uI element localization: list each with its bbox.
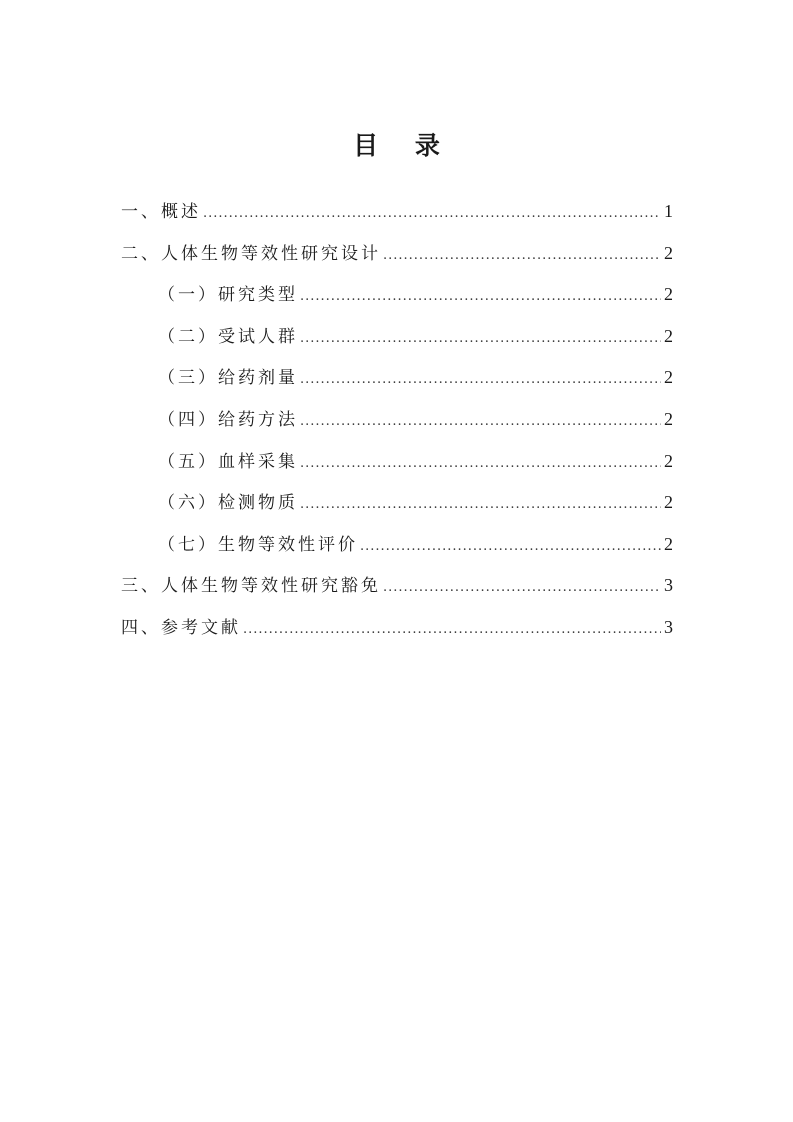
dot-leader (360, 526, 661, 568)
toc-entry-label: （六）检测物质 (158, 493, 298, 514)
toc-entry-label: （一）研究类型 (158, 285, 298, 306)
toc-entry-label: （四）给药方法 (158, 409, 298, 430)
toc-entry-study-type[interactable] (121, 274, 673, 316)
toc-entry-label: （二）受试人群 (158, 326, 298, 347)
toc-entry-page-number: 2 (664, 367, 673, 388)
dot-leader (383, 567, 661, 609)
toc-entry-references[interactable] (121, 607, 673, 649)
dot-leader (300, 484, 661, 526)
toc-entry-label: 二、人体生物等效性研究设计 (121, 243, 381, 264)
dot-leader (203, 193, 661, 235)
toc-entry-subjects[interactable] (121, 316, 673, 358)
toc-entry-be-evaluation[interactable] (121, 524, 673, 566)
dot-leader (300, 276, 661, 318)
toc-entry-page-number: 2 (664, 242, 673, 263)
toc-entry-page-number: 2 (664, 284, 673, 305)
dot-leader (300, 401, 661, 443)
toc-entry-page-number: 2 (664, 408, 673, 429)
toc-entry-label: 一、概述 (121, 202, 201, 222)
toc-entry-page-number: 1 (664, 201, 673, 221)
toc-entry-page-number: 3 (664, 616, 673, 637)
toc-entry-waiver[interactable] (121, 565, 673, 607)
dot-leader (300, 443, 661, 485)
toc-entry-page-number: 2 (664, 450, 673, 471)
toc-entry-page-number: 2 (664, 325, 673, 346)
toc-entry-label: （三）给药剂量 (158, 368, 298, 389)
toc-entry-page-number: 2 (664, 533, 673, 554)
toc-entry-overview[interactable] (121, 191, 673, 233)
toc-entry-analytes[interactable] (121, 482, 673, 524)
toc-entry-label: （七）生物等效性评价 (158, 534, 358, 555)
toc-entry-label: （五）血样采集 (158, 451, 298, 472)
toc-entry-administration[interactable] (121, 399, 673, 441)
dot-leader (243, 609, 661, 651)
dot-leader (300, 318, 661, 360)
toc-entry-blood-sampling[interactable] (121, 441, 673, 483)
toc-entry-page-number: 3 (664, 575, 673, 596)
dot-leader (300, 359, 661, 401)
toc-entry-page-number: 2 (664, 492, 673, 513)
toc-entry-dose[interactable] (121, 357, 673, 399)
toc-entry-study-design[interactable] (121, 233, 673, 275)
toc-list (121, 191, 673, 649)
toc-title: 目 录 (353, 131, 454, 160)
toc-entry-label: 三、人体生物等效性研究豁免 (121, 576, 381, 597)
dot-leader (383, 235, 661, 277)
toc-entry-label: 四、参考文献 (121, 617, 241, 638)
